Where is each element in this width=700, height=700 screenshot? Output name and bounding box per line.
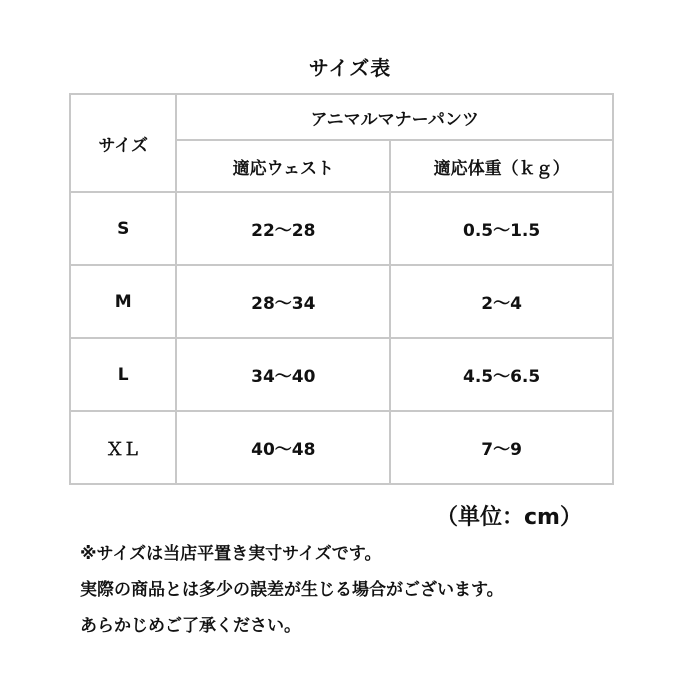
unit-note: （単位：cm） bbox=[436, 505, 582, 530]
size-chart-title: サイズ表 bbox=[308, 56, 392, 80]
table-row bbox=[70, 192, 613, 265]
size-cell: ＸＬ bbox=[70, 411, 176, 484]
waist-column-header: 適応ウェスト bbox=[176, 140, 390, 192]
size-table bbox=[69, 93, 614, 485]
size-cell: M bbox=[70, 265, 176, 338]
waist-cell: 22〜28 bbox=[176, 192, 390, 265]
weight-cell: 0.5〜1.5 bbox=[390, 192, 613, 265]
notes-block bbox=[80, 536, 690, 644]
table-row bbox=[70, 338, 613, 411]
note-line: ※サイズは当店平置き実寸サイズです。 bbox=[80, 544, 382, 564]
size-cell: L bbox=[70, 338, 176, 411]
waist-cell: 34〜40 bbox=[176, 338, 390, 411]
waist-cell: 40〜48 bbox=[176, 411, 390, 484]
note-line: 実際の商品とは多少の誤差が生じる場合がございます。 bbox=[80, 580, 504, 600]
table-header-row bbox=[70, 94, 613, 140]
note-line: あらかじめご了承ください。 bbox=[80, 616, 301, 636]
weight-column-header: 適応体重（ｋｇ） bbox=[390, 140, 613, 192]
product-name-header: アニマルマナーパンツ bbox=[176, 94, 613, 140]
size-column-header: サイズ bbox=[70, 94, 176, 192]
size-cell: S bbox=[70, 192, 176, 265]
waist-cell: 28〜34 bbox=[176, 265, 390, 338]
weight-cell: 7〜9 bbox=[390, 411, 613, 484]
weight-cell: 2〜4 bbox=[390, 265, 613, 338]
table-row bbox=[70, 411, 613, 484]
table-row bbox=[70, 265, 613, 338]
weight-cell: 4.5〜6.5 bbox=[390, 338, 613, 411]
